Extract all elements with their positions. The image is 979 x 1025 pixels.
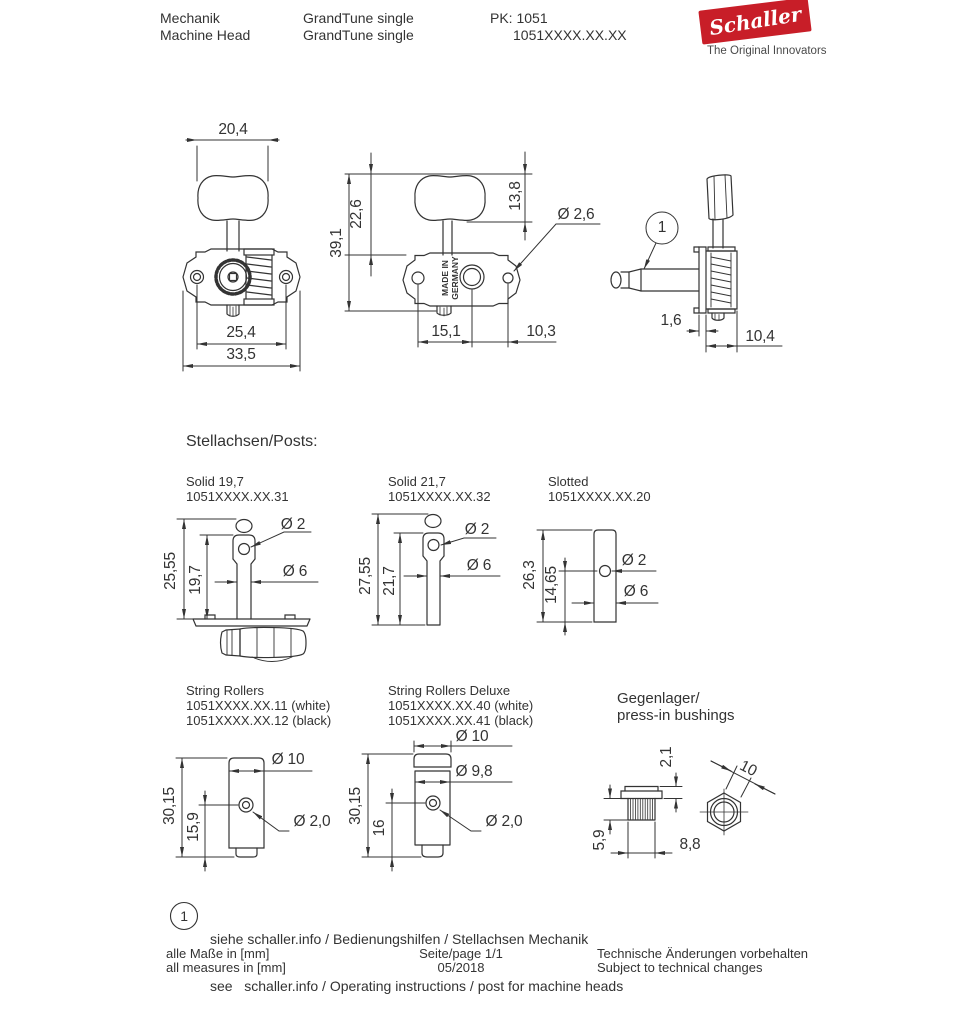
- dim-label: 10: [736, 757, 760, 780]
- dim-label: 10,3: [526, 323, 556, 340]
- dim-label: 21,7: [381, 566, 398, 596]
- bushings-heading: [617, 690, 735, 724]
- dim-label: Ø 9,8: [455, 763, 493, 780]
- post-variant-solid-197: [186, 474, 289, 504]
- dim-label: Ø 6: [282, 563, 308, 580]
- dim-label: 15,1: [431, 323, 461, 340]
- roller-name: String Rollers: [186, 683, 265, 698]
- dim-label: Ø 2: [280, 516, 306, 533]
- roller-code-white: 1051XXXX.XX.40 (white): [388, 698, 534, 713]
- variant-code: 1051XXXX.XX.32: [388, 489, 491, 504]
- dim-label: Ø 2: [621, 552, 647, 569]
- dim-label: 8,8: [679, 836, 701, 853]
- post-variant-slotted: [548, 474, 651, 504]
- measures-en: all measures in [mm]: [166, 960, 286, 975]
- dim-label: 16: [371, 819, 388, 837]
- variant-code: 1051XXXX.XX.20: [548, 489, 651, 504]
- footer-measures: [166, 947, 286, 975]
- side-view-drawing: [611, 175, 782, 352]
- dim-label: 27,55: [357, 557, 374, 595]
- dim-label: Ø 10: [455, 728, 489, 745]
- callout-number: 1: [657, 219, 667, 236]
- roller-code-black: 1051XXXX.XX.12 (black): [186, 713, 332, 728]
- revision-date: 05/2018: [437, 960, 485, 975]
- dim-label: 5,9: [591, 829, 608, 851]
- dim-label: 1,6: [660, 312, 682, 329]
- dim-label: 19,7: [187, 565, 204, 595]
- dim-label: Ø 2,0: [293, 813, 331, 830]
- dim-label: 33,5: [226, 346, 256, 363]
- dim-label: 22,6: [348, 199, 365, 229]
- dim-label: 30,15: [161, 787, 178, 825]
- dim-label: 10,4: [745, 328, 775, 345]
- dim-label: Ø 2,0: [485, 813, 523, 830]
- footnote-line-en: see schaller.info / Operating instructions / post for machine heads: [210, 977, 624, 994]
- post-variant-solid-217: [388, 474, 491, 504]
- made-in-stamp-line1: MADE IN: [440, 260, 450, 296]
- logo-tagline: The Original Innovators: [707, 45, 827, 57]
- footer-notice: [597, 947, 808, 975]
- top-view-drawing: [345, 152, 600, 347]
- notice-en: Subject to technical changes: [597, 960, 763, 975]
- product-name-en: Machine Head: [160, 27, 251, 43]
- variant-name: Slotted: [548, 474, 589, 489]
- product-name-de: Mechanik: [160, 10, 220, 26]
- dim-label: 20,4: [218, 121, 248, 138]
- footer-page: [419, 947, 503, 975]
- string-rollers-heading: [186, 683, 331, 728]
- variant-name: Solid 21,7: [388, 474, 446, 489]
- posts-section-heading: Stellachsen/Posts:: [186, 433, 318, 450]
- dim-label: 2,1: [658, 746, 675, 768]
- bushings-heading-en: press-in bushings: [617, 707, 735, 724]
- pk-number: PK: 1051: [490, 10, 548, 26]
- dim-label: Ø 10: [271, 751, 305, 768]
- dim-label: 25,4: [226, 324, 256, 341]
- notice-de: Technische Änderungen vorbehalten: [597, 946, 809, 961]
- footnote-marker: 1: [180, 908, 188, 924]
- page-number: Seite/page 1/1: [419, 946, 503, 961]
- dim-label: Ø 2: [464, 521, 490, 538]
- dim-label: 25,55: [162, 552, 179, 590]
- dim-label: Ø 6: [623, 583, 649, 600]
- made-in-stamp-line2: GERMANY: [449, 256, 460, 300]
- series-line2: GrandTune single: [303, 27, 414, 43]
- dim-label: 13,8: [507, 181, 524, 211]
- dim-label: Ø 6: [466, 557, 492, 574]
- series-line1: GrandTune single: [303, 10, 414, 26]
- measures-de: alle Maße in [mm]: [166, 946, 270, 961]
- roller-code-white: 1051XXXX.XX.11 (white): [186, 698, 331, 713]
- dim-label: 26,3: [521, 560, 538, 590]
- dim-label: 14,65: [543, 566, 560, 604]
- article-number: 1051XXXX.XX.XX: [513, 27, 627, 43]
- variant-code: 1051XXXX.XX.31: [186, 489, 289, 504]
- logo-brand-text: Schaller: [707, 1, 803, 41]
- dim-label: 39,1: [328, 228, 345, 258]
- roller-code-black: 1051XXXX.XX.41 (black): [388, 713, 534, 728]
- string-rollers-deluxe-heading: [388, 683, 533, 728]
- bushings-heading-de: Gegenlager/: [617, 690, 700, 707]
- dim-label: 30,15: [347, 787, 364, 825]
- footnote-line-de: siehe schaller.info / Bedienungshilfen / Stellachsen Mechanik: [210, 931, 589, 947]
- dim-label: Ø 2,6: [557, 206, 595, 223]
- variant-name: Solid 19,7: [186, 474, 244, 489]
- dim-label: 15,9: [185, 812, 202, 842]
- string-roller-deluxe-drawing: [362, 741, 512, 871]
- roller-name: String Rollers Deluxe: [388, 683, 511, 698]
